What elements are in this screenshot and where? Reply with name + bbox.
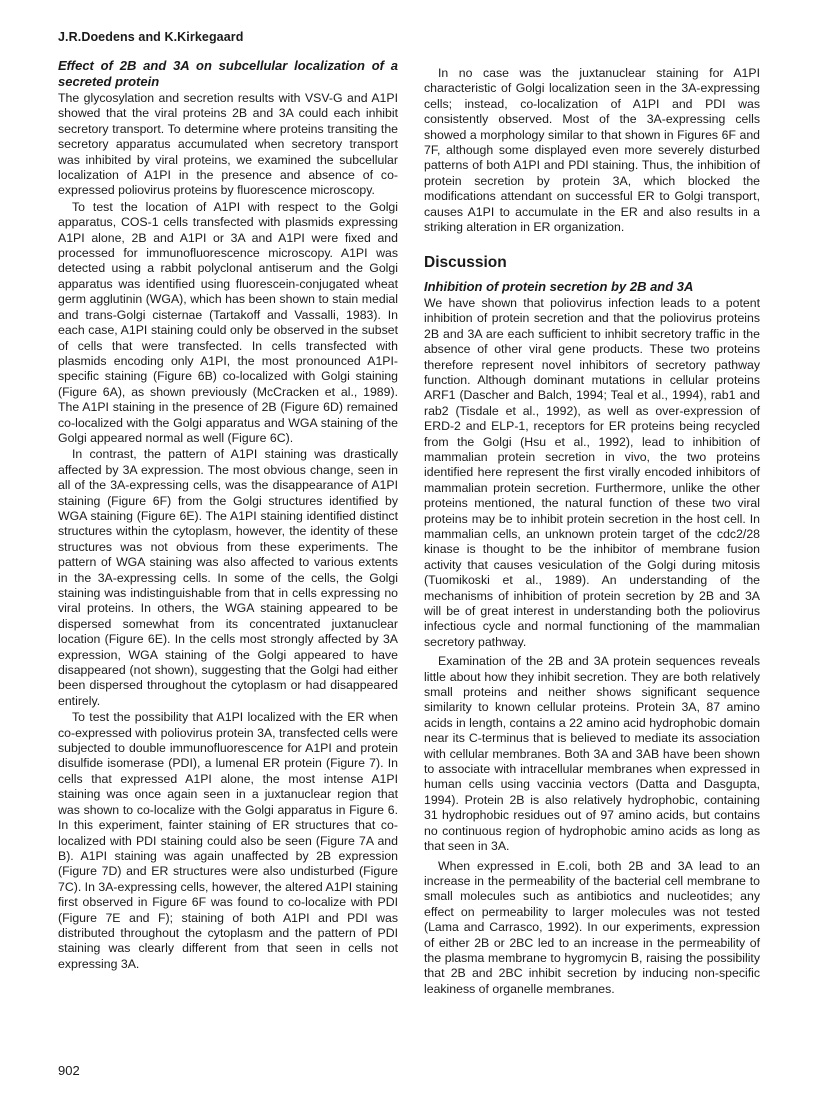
- paragraph: To test the location of A1PI with respect to the Golgi apparatus, COS-1 cells transfected with plasmids expressing A1PI alone, 2B and A1PI or 3A and A1PI were fixed and processed for immunofluorescence microscopy. A1PI was detected using a rabbit polyclonal antiserum and the Golgi apparatus was identified using fluorescein-conjugated wheat germ agglutinin (WGA), which has been shown to stain medial and trans-Golgi cisternae (Tartakoff and Vassalli, 1983). In each case, A1PI staining could only be observed in the subset of cells that were transfected. In cells transfected with plasmids encoding only A1PI, the most pronounced A1PI-specific staining (Figure 6B) co-localized with Golgi staining (Figure 6A), as shown previously (McCracken et al., 1989). The A1PI staining in the presence of 2B (Figure 6D) remained co-localized with the Golgi apparatus and WGA staining of the Golgi appeared normal as well (Figure 6C).: [58, 199, 398, 445]
- left-column: [58, 58, 398, 972]
- paragraph: In no case was the juxtanuclear staining for A1PI characteristic of Golgi localization seen in the 3A-expressing cells; instead, co-localization of A1PI and PDI was consistently observed. Most of the 3A-expressing cells showed a morphology similar to that shown in Figures 6F and 7F, although some displayed even more severely disturbed patterns of both A1PI and PDI staining. Thus, the inhibition of protein secretion by protein 3A, which blocked the modifications attendant on successful ER to Golgi transport, causes A1PI to accumulate in the ER and also results in a striking alteration in ER organization.: [424, 66, 760, 235]
- running-header: J.R.Doedens and K.Kirkegaard: [58, 30, 244, 44]
- page-number: 902: [58, 1063, 80, 1078]
- paragraph: In contrast, the pattern of A1PI staining was drastically affected by 3A expression. The most obvious change, seen in all of the 3A-expressing cells, was the disappearance of A1PI staining (Figure 6F) from the Golgi structures identified by WGA staining (Figure 6E). The A1PI staining identified distinct structures within the cytoplasm, however, the identity of these structures was not obvious from these experiments. The pattern of WGA staining was also affected to various extents in the 3A-expressing cells. In some of the cells, the Golgi staining was indistinguishable from that in cells expressing no viral proteins. In others, the WGA staining appeared to be dispersed somewhat from its concentrated juxtanuclear location (Figure 6E). In the cells most strongly affected by 3A expression, WGA staining of the Golgi appeared to have disappeared (not shown), suggesting that the Golgi had either been dispersed throughout the cytoplasm or had disappeared entirely.: [58, 447, 398, 708]
- paragraph: The glycosylation and secretion results with VSV-G and A1PI showed that the viral proteins 2B and 3A could each inhibit secretory transport. To determine where proteins transiting the secretory apparatus accumulated when secretory transport was inhibited by viral proteins, we examined the subcellular localization of A1PI in the presence and absence of co-expressed poliovirus proteins by fluorescence microscopy.: [58, 91, 398, 198]
- subsection-title: Inhibition of protein secretion by 2B and 3A: [424, 278, 694, 294]
- section-heading: Discussion: [424, 254, 507, 272]
- section-title: Effect of 2B and 3A on subcellular localization of a secreted protein: [58, 58, 398, 89]
- paragraph: To test the possibility that A1PI localized with the ER when co-expressed with poliovirus protein 3A, transfected cells were subjected to double immunofluorescence for A1PI and protein disulfide isomerase (PDI), a lumenal ER protein (Figure 7). In cells that expressed A1PI alone, the most intense A1PI staining was once again seen in a juxtanuclear region that was shown to co-localize with the Golgi apparatus in Figure 6. In this experiment, fainter staining of ER structures that co-localized with PDI staining could also be seen (Figure 7A and B). A1PI staining was again unaffected by 2B expression (Figure 7D) and ER structures were also undisturbed (Figure 7C). In 3A-expressing cells, however, the altered A1PI staining first observed in Figure 6F was found to co-localize with PDI (Figure 7E and F); staining of both A1PI and PDI was distributed throughout the cytoplasm and the pattern of PDI staining was clearly different from that seen in cells not expressing 3A.: [58, 710, 398, 971]
- paragraph: Examination of the 2B and 3A protein sequences reveals little about how they inhibit secretion. They are both relatively small proteins and neither shows significant sequence similarity to known cellular proteins. Protein 3A, 87 amino acids in length, contains a 22 amino acid hydrophobic domain near its C-terminus that is believed to mediate its association with cellular membranes. Both 3A and 3AB have been shown to associate with intracellular membranes when expressed in human cells using vaccinia vectors (Datta and Dasgupta, 1994). Protein 2B is also relatively hydrophobic, containing 31 hydrophobic residues out of 97 amino acids, but contains no continuous region of hydrophobic amino acids as long as that seen in 3A.: [424, 654, 760, 854]
- paragraph: When expressed in E.coli, both 2B and 3A lead to an increase in the permeability of the bacterial cell membrane to small molecules such as antibiotics and nucleotides; any effect on permeability to larger molecules was not tested (Lama and Carrasco, 1992). In our experiments, expression of either 2B or 2BC led to an increase in the permeability of the plasma membrane to hygromycin B, raising the possibility that 2B and 2BC inhibit secretion by inducing non-specific leakiness of organelle membranes.: [424, 858, 760, 996]
- right-column: [424, 66, 760, 997]
- paragraph: We have shown that poliovirus infection leads to a potent inhibition of protein secretion and that the poliovirus proteins 2B and 3A are each sufficient to inhibit secretory traffic in the absence of other viral gene products. These two proteins therefore represent novel inhibitors of secretory pathway function. Although dominant mutations in cellular proteins ARF1 (Dascher and Balch, 1994; Teal et al., 1994), rab1 and rab2 (Tisdale et al., 1992), as well as over-expression of ERD-2 and ELP-1, receptors for ER proteins being recycled from the Golgi (Hsu et al., 1992), lead to inhibition of mammalian protein secretion in vivo, the two proteins identified here represent the first virally encoded inhibitors of mammalian protein secretion. Furthermore, unlike the other proteins mentioned, the natural function of these two viral proteins may be to inhibit protein secretion in the host cell. In mammalian cells, an unknown protein target of the cdc2/28 kinase is thought to be the inhibitor of membrane fusion activity that causes vesiculation of the Golgi during mitosis (Tuomikoski et al., 1989). An understanding of the mechanisms of inhibition of protein secretion by 2B and 3A will be of great interest in understanding both the poliovirus infectious cycle and normal functioning of the mammalian secretory pathway.: [424, 295, 760, 649]
